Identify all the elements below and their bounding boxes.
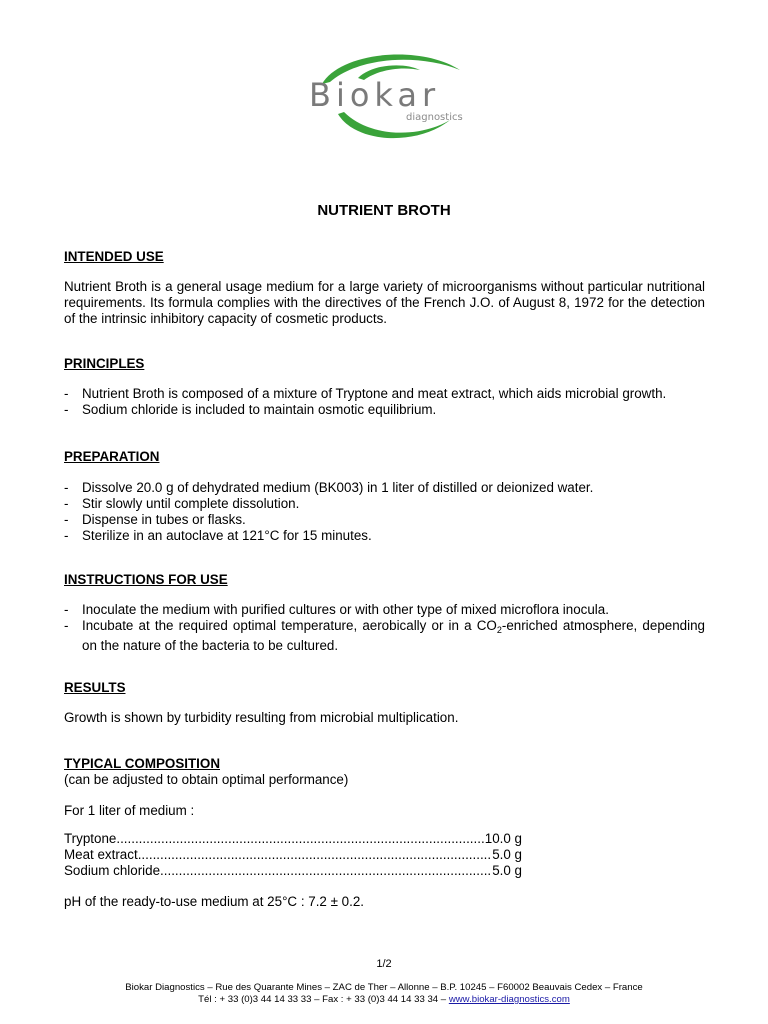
composition-row: Tryptone ..... 10.0 g: [64, 831, 522, 847]
footer-address: Biokar Diagnostics – Rue des Quarante Mines – ZAC de Ther – Allonne – B.P. 10245 – F60002 Beauvais Cedex – France: [125, 982, 643, 993]
section-results: [64, 680, 705, 726]
document-title: NUTRIENT BROTH: [317, 202, 451, 219]
list-item: - Nutrient Broth is composed of a mixture of Tryptone and meat extract, which aids microbial growth.: [64, 386, 667, 401]
page-number: 1/2: [376, 958, 392, 970]
composition-intro: For 1 liter of medium :: [64, 803, 195, 818]
section-heading: PREPARATION: [64, 449, 160, 464]
list-item: - Sodium chloride is included to maintain osmotic equilibrium.: [64, 402, 437, 417]
logo-tagline: diagnostics: [406, 112, 463, 123]
list-item: - Inoculate the medium with purified cultures or with other type of mixed microflora inocula.: [64, 602, 609, 617]
logo-wordmark: Biokar: [309, 76, 441, 114]
section-principles: [64, 356, 705, 418]
biokar-logo: [300, 48, 470, 148]
list-item: - Incubate at the required optimal temperature, aerobically or in a $CO_2$-enriched atmosphere, depending on the nature of the bacteria to be cultured.: [64, 618, 705, 653]
composition-row: Sodium chloride ..... 5.0 g: [64, 863, 522, 879]
page-footer: [0, 982, 768, 1006]
website-link[interactable]: www.biokar-diagnostics.com: [448, 994, 570, 1005]
ph-statement: pH of the ready-to-use medium at 25°C : 7.2 ± 0.2.: [64, 894, 365, 909]
section-paragraph: Nutrient Broth is a general usage medium for a large variety of microorganisms without particular nutritional requirements. Its formula complies with the directives of the French J.O. of August 8, 1972 for the detection of the intrinsic inhibitory capacity of cosmetic products.: [64, 279, 705, 326]
section-composition: [64, 756, 705, 910]
section-intended-use: [64, 249, 705, 327]
section-heading: TYPICAL COMPOSITION: [64, 756, 220, 771]
list-item: - Sterilize in an autoclave at 121°C for 15 minutes.: [64, 528, 372, 543]
list-item: - Dissolve 20.0 g of dehydrated medium (BK003) in 1 liter of distilled or deionized water.: [64, 480, 594, 495]
section-heading: INSTRUCTIONS FOR USE: [64, 572, 228, 587]
composition-row: Meat extract ..... 5.0 g: [64, 847, 522, 863]
section-heading: RESULTS: [64, 680, 126, 695]
section-preparation: [64, 449, 705, 544]
list-item: - Dispense in tubes or flasks.: [64, 512, 246, 527]
section-heading: INTENDED USE: [64, 249, 164, 264]
section-heading: PRINCIPLES: [64, 356, 145, 371]
list-item: - Stir slowly until complete dissolution.: [64, 496, 300, 511]
composition-note: (can be adjusted to obtain optimal performance): [64, 772, 349, 787]
section-paragraph: Growth is shown by turbidity resulting from microbial multiplication.: [64, 710, 459, 725]
section-instructions: [64, 572, 705, 654]
footer-contact: Tél : + 33 (0)3 44 14 33 33 – Fax : + 33 (0)3 44 14 33 34 – www.biokar-diagnostics.com: [198, 994, 570, 1005]
